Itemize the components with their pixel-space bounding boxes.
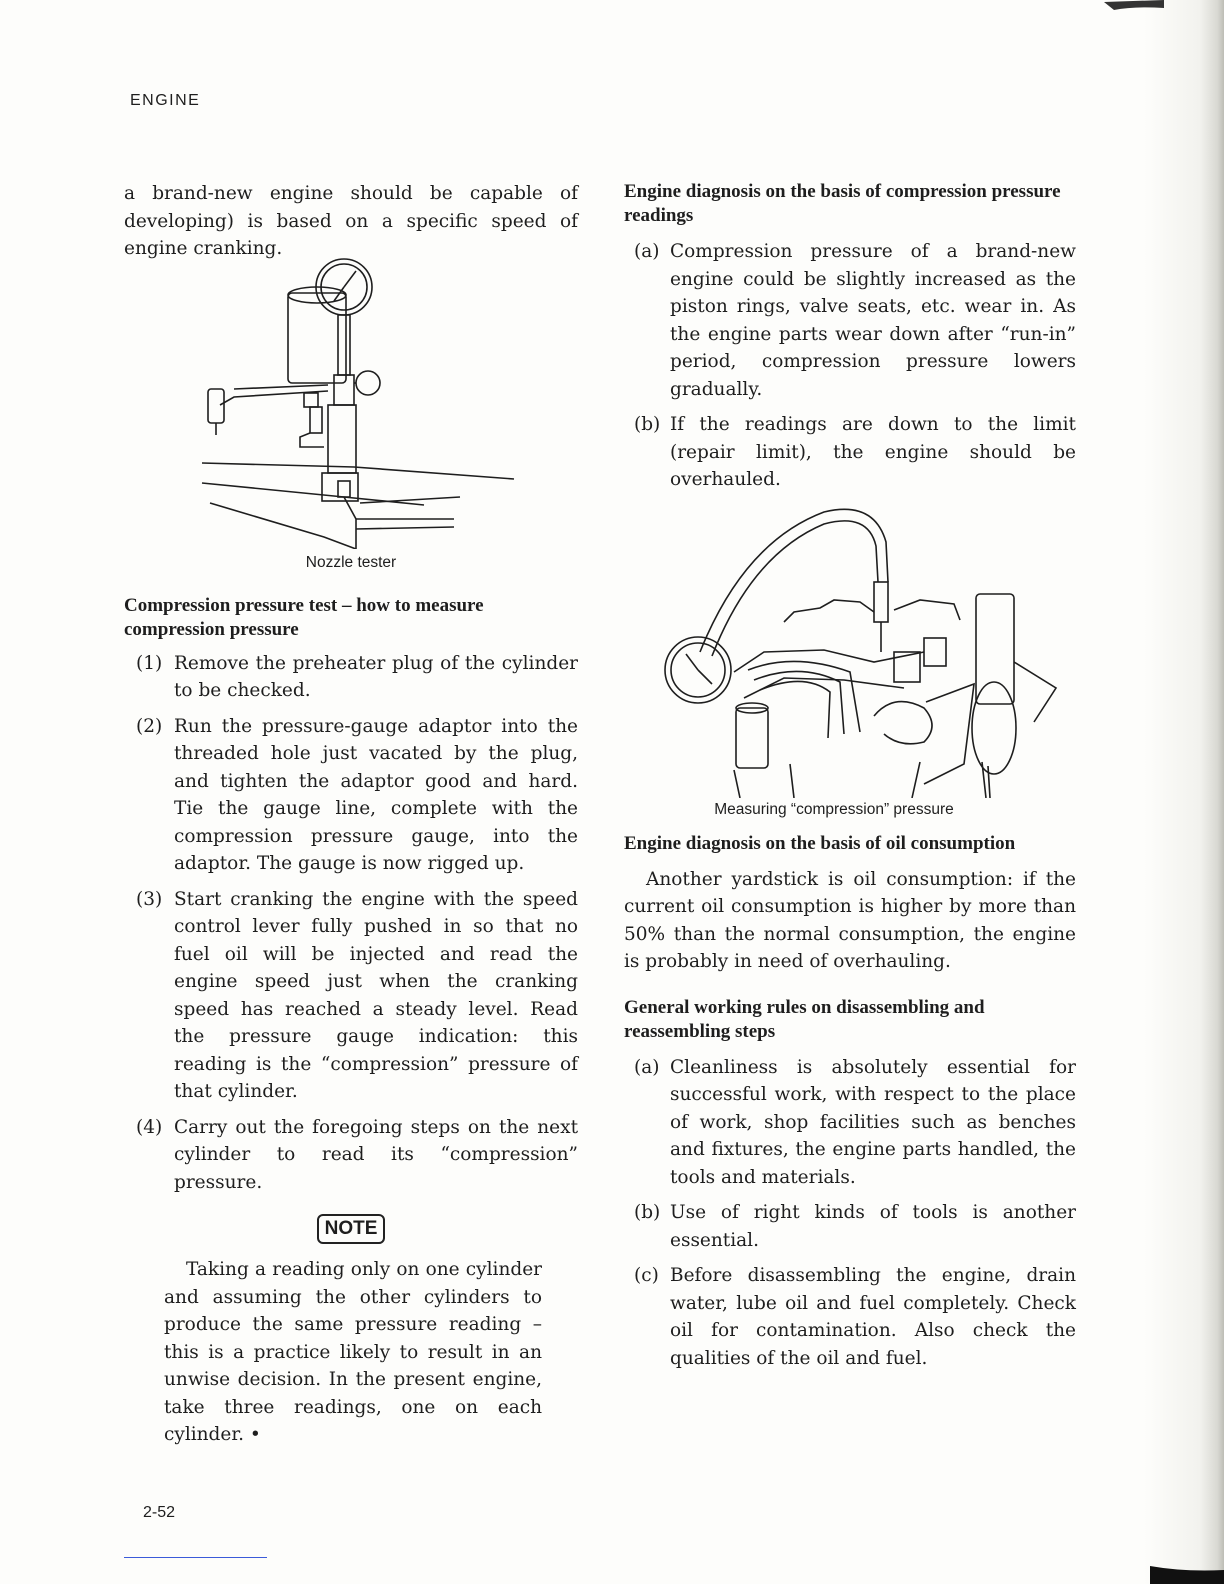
list-item xyxy=(124,650,578,705)
item-text: If the readings are down to the limit (repair limit), the engine should be overhauled. xyxy=(670,414,1076,490)
list-item xyxy=(624,1054,1076,1192)
left-column xyxy=(124,180,578,1449)
compression-measure-caption: Measuring “compression” pressure xyxy=(714,800,954,818)
compression-gauge-illustration xyxy=(624,502,1076,798)
working-rules-heading: General working rules on disassembling and reassembling steps xyxy=(624,996,985,1042)
compression-diagnosis-heading: Engine diagnosis on the basis of compression pressure readings xyxy=(624,181,1061,226)
footer-rule xyxy=(124,1557,267,1558)
compression-test-heading: Compression pressure test – how to measure compression pressure xyxy=(124,594,484,640)
oil-consumption-heading: Engine diagnosis on the basis of oil consumption xyxy=(624,832,1016,854)
step-text: Run the pressure-gauge adaptor into the threaded hole just vacated by the plug, and tighten the adaptor good and hard. Tie the gauge line, complete with the compression pressure gauge, into the adaptor. The gauge is now rigged up. xyxy=(174,715,578,874)
compression-diagnosis-items xyxy=(624,238,1076,494)
running-head: ENGINE xyxy=(130,92,201,109)
intro-paragraph: a brand-new engine should be capable of developing) is based on a specific speed of engine cranking. xyxy=(124,183,578,259)
scan-edge-mark-top xyxy=(1104,0,1164,22)
right-column xyxy=(624,180,1076,1380)
step-text: Start cranking the engine with the speed control lever fully pushed in so that no fuel oil will be injected and read the engine speed just when the cranking speed has reached a steady level. Read the pressure gauge indication: this reading is the “compression” pressure of that cylinder. xyxy=(174,888,578,1102)
compression-test-steps xyxy=(124,650,578,1197)
item-text: Before disassembling the engine, drain water, lube oil and fuel completely. Check oil for contamination. Also check the qualities of the oil and fuel. xyxy=(670,1265,1076,1369)
step-marker: (2) xyxy=(136,715,163,737)
list-item xyxy=(124,886,578,1106)
list-item xyxy=(624,1262,1076,1372)
page-edge-shadow xyxy=(1144,0,1224,1584)
scan-edge-mark-bottom xyxy=(1144,1544,1224,1584)
nozzle-tester-illustration xyxy=(124,257,578,549)
step-marker: (1) xyxy=(136,652,163,674)
list-item xyxy=(624,238,1076,403)
item-text: Cleanliness is absolutely essential for successful work, with respect to the place of work, shop facilities such as benches and fixtures, the engine parts handled, the tools and materials. xyxy=(670,1056,1076,1188)
nozzle-tester-figure xyxy=(124,257,578,572)
nozzle-tester-caption: Nozzle tester xyxy=(305,553,397,571)
step-marker: (4) xyxy=(136,1116,163,1138)
item-marker: (b) xyxy=(634,414,661,435)
compression-measure-figure xyxy=(624,502,1076,822)
oil-consumption-text: Another yardstick is oil consumption: if the current oil consumption is higher by more than 50% than the normal consumption, the engine is probably in need of overhauling. xyxy=(624,868,1076,972)
step-marker: (3) xyxy=(136,888,163,910)
item-marker: (a) xyxy=(634,241,660,262)
list-item xyxy=(624,411,1076,494)
step-text: Carry out the foregoing steps on the next cylinder to read its “compression” pressure. xyxy=(174,1116,578,1193)
item-marker: (b) xyxy=(634,1202,661,1223)
page-number: 2-52 xyxy=(143,1504,176,1521)
list-item xyxy=(624,1199,1076,1254)
note-badge: NOTE xyxy=(317,1214,386,1244)
list-item xyxy=(124,713,578,878)
note-text: Taking a reading only on one cylinder and assuming the other cylinders to produce the same pressure reading – this is a practice likely to result in an unwise decision. In the present engine, take three readings, one on each cylinder. • xyxy=(164,1259,542,1445)
step-text: Remove the preheater plug of the cylinder to be checked. xyxy=(174,652,578,701)
item-marker: (c) xyxy=(634,1265,659,1286)
item-text: Use of right kinds of tools is another essential. xyxy=(670,1202,1076,1251)
working-rules-items xyxy=(624,1054,1076,1373)
list-item xyxy=(124,1114,578,1197)
note-badge-row xyxy=(124,1214,578,1244)
item-marker: (a) xyxy=(634,1056,660,1078)
item-text: Compression pressure of a brand-new engine could be slightly increased as the piston rings, valve seats, etc. wear in. As the engine parts wear down after “run-in” period, compression pressure lowers gradually. xyxy=(670,241,1076,400)
